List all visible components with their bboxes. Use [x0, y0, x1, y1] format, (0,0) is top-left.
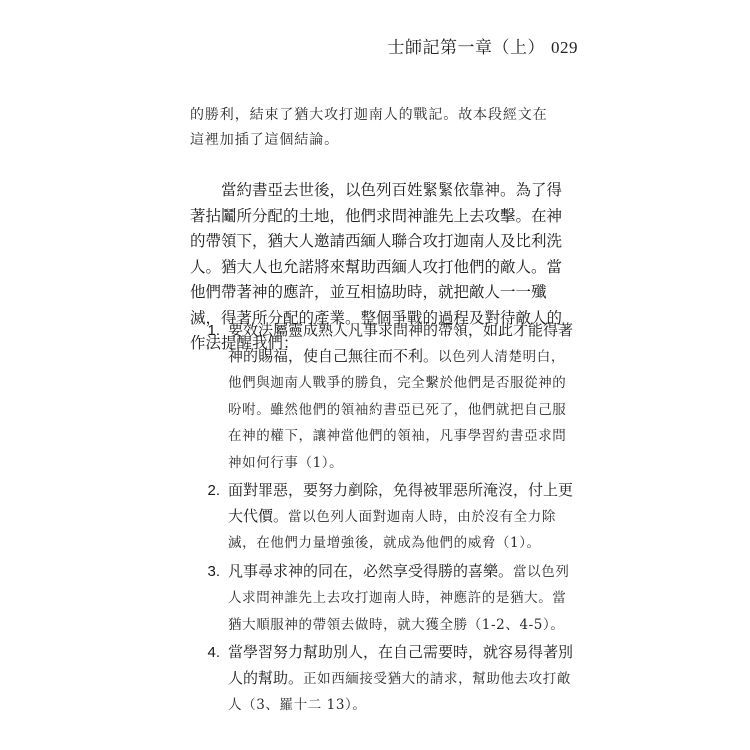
list-item-body — [228, 559, 575, 639]
chapter-title: 士師記第一章（上） — [387, 38, 545, 58]
page-number: 029 — [551, 38, 578, 57]
list-item-lead: 要效法屬靈成熟人凡事求問神的帶領，如此才能得著神的賜福，使自己無往而不利。 — [228, 321, 574, 365]
list-item — [190, 640, 575, 719]
numbered-list — [190, 318, 575, 721]
list-item-explanation: 正如西緬接受猶大的請求，幫助他去攻打敵人（3、羅十二 13）。 — [228, 670, 571, 713]
list-item-number: 3. — [207, 562, 220, 580]
list-item-explanation: 以色列人清楚明白，他們與迦南人戰爭的勝負，完全繫於他們是否服從神的吩咐。雖然他們的領袖約書亞已死了，他們就把自己服在神的權下，讓神當他們的領袖，凡事學習約書亞求問神如何行事（1）。 — [228, 348, 567, 471]
list-item-number: 1. — [207, 322, 220, 339]
list-item — [190, 318, 575, 476]
running-header — [388, 33, 579, 58]
continued-paragraph: 的勝利，結束了猶大攻打迦南人的戰記。故本段經文在這裡加插了這個結論。 — [190, 107, 548, 148]
list-item — [190, 478, 575, 557]
list-item-body — [228, 318, 575, 476]
list-item — [190, 559, 575, 639]
list-item-lead: 當學習努力幫助別人，在自己需要時，就容易得著別人的幫助。 — [228, 643, 574, 687]
list-item-number: 4. — [207, 644, 220, 661]
list-item-lead: 面對罪惡，要努力剷除，免得被罪惡所淹沒，付上更大代價。 — [228, 481, 574, 525]
body-paragraph: 當約書亞去世後，以色列百姓緊緊依靠神。為了得著拈鬮所分配的土地，他們求問神誰先上去攻擊。在神的帶領下，猶大人邀請西緬人聯合攻打迦南人及比利洗人。猶大人也允諾將來幫助西緬人攻打他們的敵人。當他們帶著神的應許，並互相協助時，就把敵人一一殲滅，得著所分配的產業。整個爭戰的過程及對待敵人的作法提醒我們： — [190, 181, 563, 352]
list-item-body — [228, 640, 575, 719]
list-item-explanation: 當以色列人面對迦南人時，由於沒有全力除滅，在他們力量增強後，就成為他們的威脅（1）。 — [228, 508, 556, 551]
list-item-explanation: 當以色列人求問神誰先上去攻打迦南人時，神應許的是猶大。當猶大順服神的帶領去做時，就大獲全勝（1-2、4-5）。 — [228, 563, 570, 633]
list-item-lead: 凡事尋求神的同在，必然享受得勝的喜樂。 — [228, 561, 514, 580]
list-item-body — [228, 478, 575, 557]
list-item-number: 2. — [207, 482, 220, 499]
